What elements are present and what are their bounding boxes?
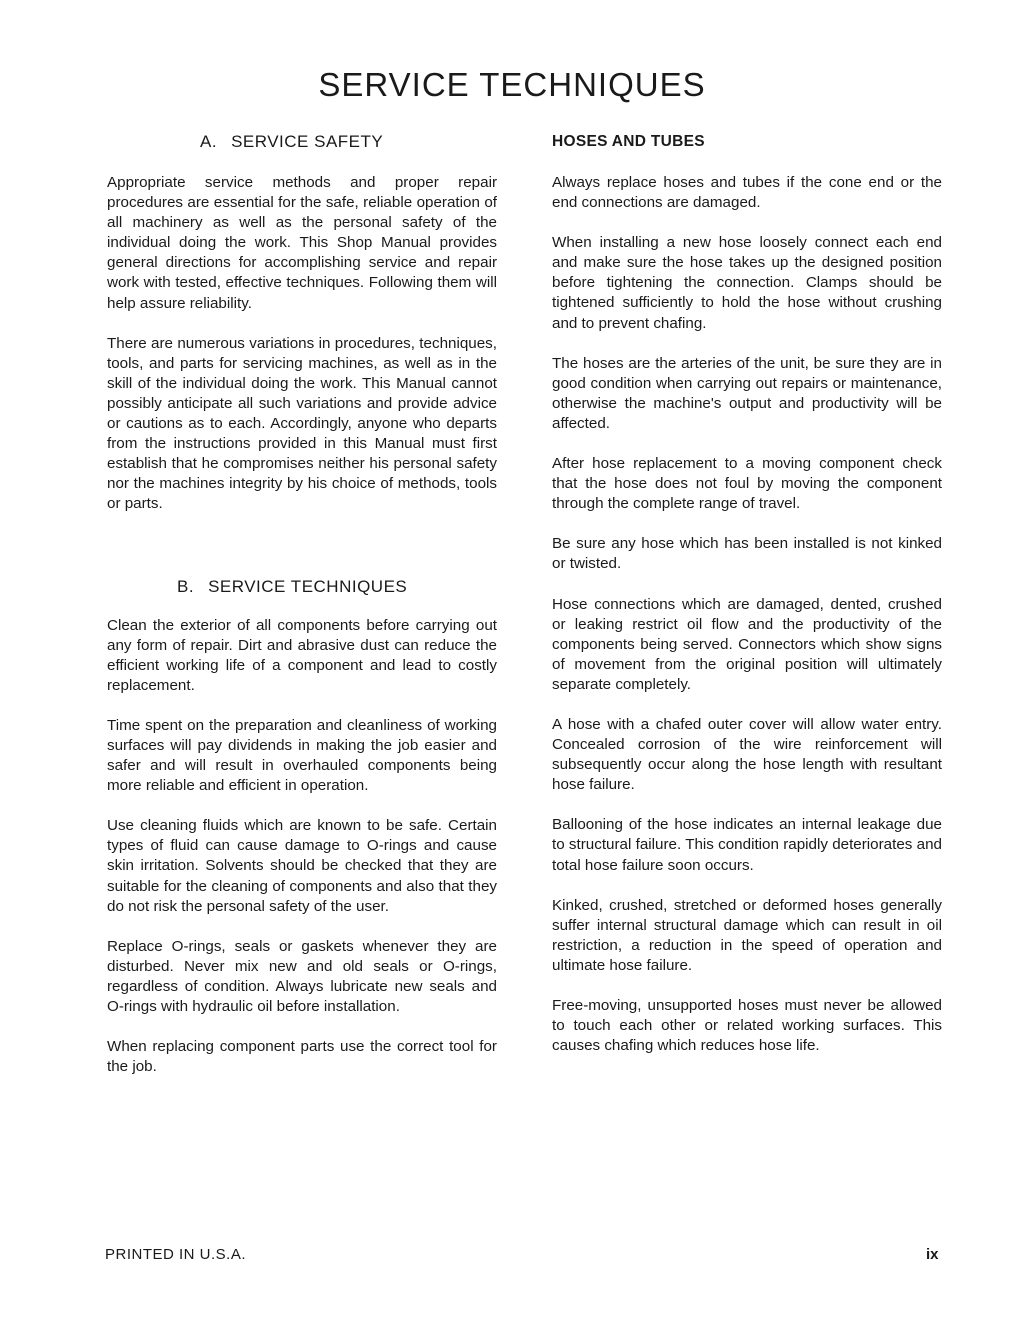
section-b-paragraph-4: Replace O-rings, seals or gaskets whenever they are disturbed. Never mix new and old seals or O-rings, regardless of condition. Always lubricate new seals and O-rings with hydraulic oil before installation. <box>107 937 497 1015</box>
section-b-title: SERVICE TECHNIQUES <box>208 576 408 596</box>
page-number: ix <box>926 1246 939 1263</box>
left-column <box>107 128 497 1077</box>
hoses-tubes-heading: HOSES AND TUBES <box>552 133 705 150</box>
section-a-title: SERVICE SAFETY <box>231 132 384 151</box>
hoses-paragraph-8: Ballooning of the hose indicates an internal leakage due to structural failure. This condition rapidly deteriorates and total hose failure soon occurs. <box>552 816 942 874</box>
section-a-paragraph-2: There are numerous variations in procedures, techniques, tools, and parts for servicing machines, as well as in the skill of the individual doing the work. This Manual cannot possibly anticipate all such variations and provide advice or cautions as to each. Accordingly, anyone who departs from the instructions provided in this Manual must first establish that he compromises neither his personal safety nor the machines integrity by his choice of methods, tools or parts. <box>107 334 497 513</box>
hoses-paragraph-1: Always replace hoses and tubes if the cone end or the end connections are damaged. <box>552 174 942 212</box>
hoses-paragraph-6: Hose connections which are damaged, dented, crushed or leaking restrict oil flow and the productivity of the components being served. Connectors which show signs of movement from the original position will ultimately separate completely. <box>552 595 942 693</box>
section-a-paragraph-1: Appropriate service methods and proper repair procedures are essential for the safe, reliable operation of all machinery as well as the personal safety of the individual doing the work. This Shop Manual provides general directions for accomplishing service and repair work with tested, effective techniques. Following them will help assure reliability. <box>107 174 497 312</box>
printed-in-footer: PRINTED IN U.S.A. <box>105 1246 247 1263</box>
right-column <box>552 128 942 1056</box>
section-b-letter: B. <box>177 576 195 596</box>
hoses-paragraph-2: When installing a new hose loosely connect each end and make sure the hose takes up the designed position before tightening the connection. Clamps should be tightened sufficiently to hold the hose without crushing and to prevent chafing. <box>552 234 942 332</box>
hoses-paragraph-10: Free-moving, unsupported hoses must never be allowed to touch each other or related working surfaces. This causes chafing which reduces hose life. <box>552 997 942 1055</box>
section-b-paragraph-5: When replacing component parts use the correct tool for the job. <box>107 1038 497 1076</box>
hoses-paragraph-5: Be sure any hose which has been installed is not kinked or twisted. <box>552 535 942 573</box>
section-b-heading <box>177 573 497 601</box>
hoses-paragraph-9: Kinked, crushed, stretched or deformed hoses generally suffer internal structural damage which can result in oil restriction, a reduction in the speed of operation and ultimate hose failure. <box>552 896 942 974</box>
section-a-heading <box>200 128 497 156</box>
page-title: SERVICE TECHNIQUES <box>318 66 706 103</box>
hoses-paragraph-7: A hose with a chafed outer cover will allow water entry. Concealed corrosion of the wire reinforcement will subsequently occur along the hose length with resultant hose failure. <box>552 715 942 794</box>
hoses-paragraph-4: After hose replacement to a moving component check that the hose does not foul by moving the component through the complete range of travel. <box>552 455 942 513</box>
section-b-paragraph-3: Use cleaning fluids which are known to be safe. Certain types of fluid can cause damage to O-rings and cause skin irritation. Solvents should be checked that they are suitable for the cleaning of components and also that they do not risk the personal safety of the user. <box>107 817 497 915</box>
section-b-paragraph-1: Clean the exterior of all components before carrying out any form of repair. Dirt and abrasive dust can reduce the efficient working life of a component and lead to costly replacement. <box>107 616 497 694</box>
section-a-letter: A. <box>200 132 218 151</box>
section-b-paragraph-2: Time spent on the preparation and cleanliness of working surfaces will pay dividends in making the job easier and safer and will result in overhauled components being more reliable and efficient in operation. <box>107 716 497 795</box>
hoses-paragraph-3: The hoses are the arteries of the unit, be sure they are in good condition when carrying out repairs or maintenance, otherwise the machine's output and productivity will be affected. <box>552 354 942 432</box>
